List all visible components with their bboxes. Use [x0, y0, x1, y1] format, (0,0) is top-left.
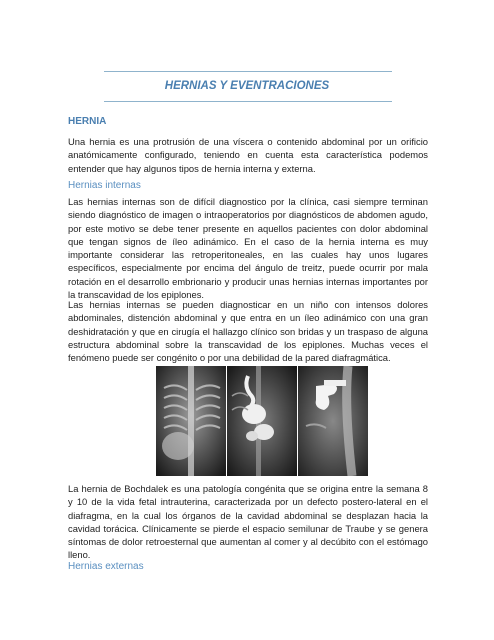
- section-heading: HERNIA: [68, 116, 107, 127]
- title-bottom-rule: [104, 101, 392, 102]
- xray-chest-image: [156, 366, 226, 476]
- paragraph-1: Las hernias internas son de difícil diagnostico por la clínica, casi siempre terminan siendo diagnóstico de imagen o intraoperatorios por diagnósticos de abdomen agudo, por este motivo se debe tener presente en aquellos pacientes con dolor abdominal que tengan signos de íleo adinámico. En el caso de la hernia interna es muy importante considerar las retroperitoneales, en las cuales hay unos lugares específicos, especialmente por encima del ángulo de treitz, puede ocurrir por mala rotación en el desarrollo embrionario y producir unas hernias internas importantes por la transcavidad de los epiplones.: [68, 196, 428, 301]
- paragraph-2: Las hernias internas se pueden diagnosticar en un niño con intensos dolores abdominales, distención abdominal y que entra en un íleo adinámico con una gran deshidratación y que en cirugía el hallazgo clínico son bridas y un traspaso de alguna estructura abdominal sobre la transcavidad de los epiplones. Muchas veces el fenómeno puede ser congénito o por una debilidad de la pared diafragmática.: [68, 299, 428, 364]
- subheading-internal: Hernias internas: [68, 180, 141, 191]
- xray-lateral-image: [298, 366, 368, 476]
- title-top-rule: [104, 71, 392, 72]
- intro-paragraph: Una hernia es una protrusión de una víscera o contenido abdominal por un orificio anatómicamente configurado, teniendo en cuenta esta característica podemos entender que hay algunos tipos de hernia interna y externa.: [68, 136, 428, 174]
- paragraph-3: La hernia de Bochdalek es una patología congénita que se origina entre la semana 8 y 10 de la vida fetal intrauterina, caracterizada por un defecto postero-lateral en el diafragma, en la cual los órganos de la cavidad abdominal se desplazan hacia la cavidad torácica. Clínicamente se pierde el espacio semilunar de Traube y se genera síntomas de dolor retroesternal que aumentan al comer y al decúbito con el estómago lleno.: [68, 483, 428, 561]
- subheading-external: Hernias externas: [68, 561, 144, 572]
- xray-images: [156, 366, 368, 476]
- xray-contrast-image: [227, 366, 297, 476]
- page-title: HERNIAS Y EVENTRACIONES: [164, 80, 330, 92]
